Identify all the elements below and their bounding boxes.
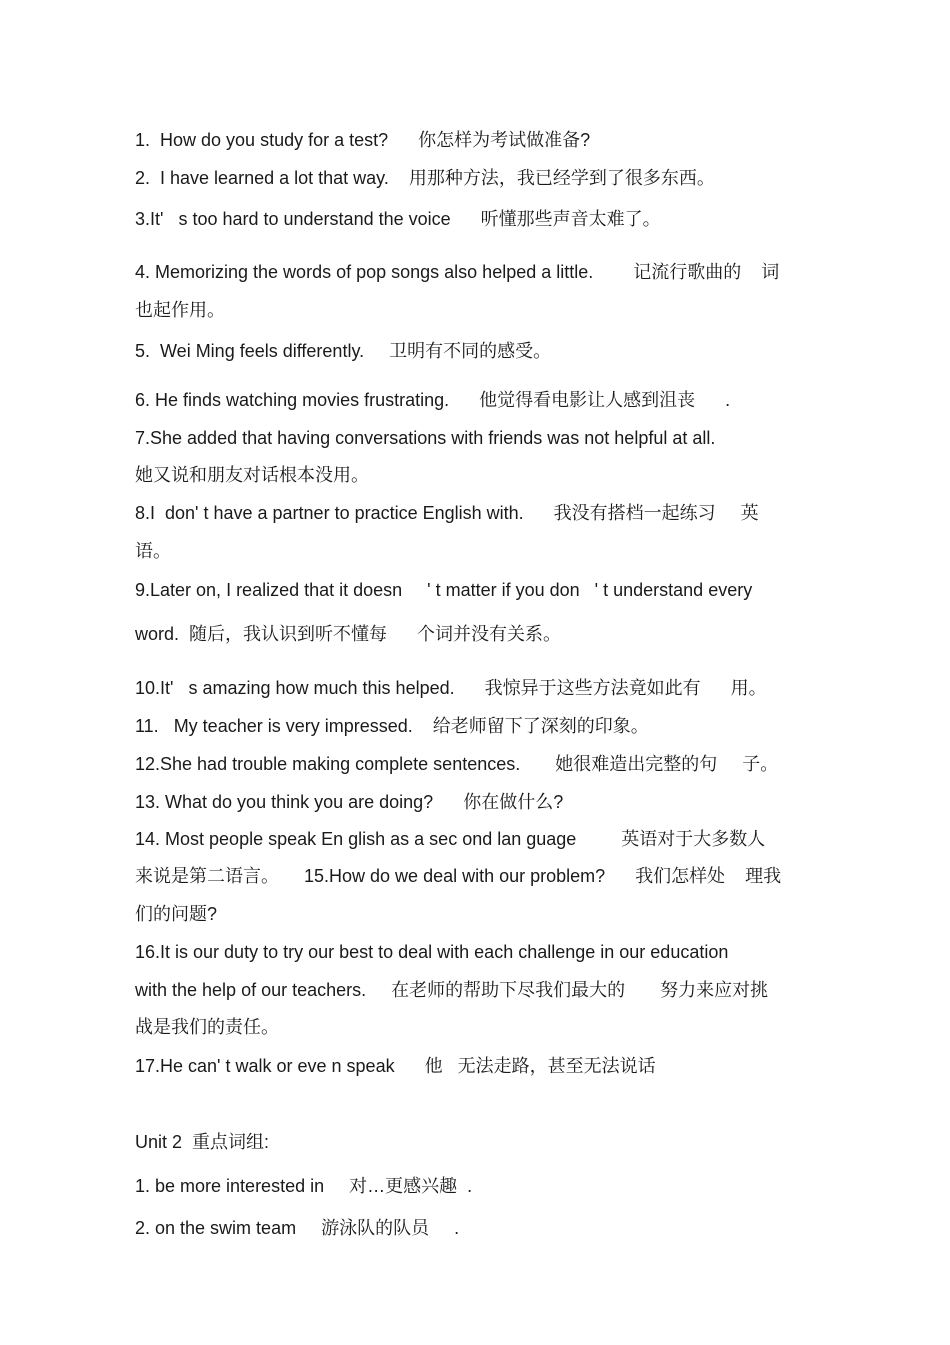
sentence-4-continued: 也起作用。 — [135, 300, 225, 320]
sentence-14-15: 来说是第二语言。 15.How do we deal with our problem? 我们怎样处 理我 — [135, 866, 782, 886]
sentence-5: 5. Wei Ming feels differently. 卫明有不同的感受。 — [135, 341, 552, 361]
sentence-8-continued: 语。 — [135, 541, 171, 561]
sentence-10: 10.It' s amazing how much this helped. 我惊异于这些方法竟如此有 用。 — [135, 678, 767, 698]
sentence-4: 4. Memorizing the words of pop songs also helped a little. 记流行歌曲的 词 — [135, 262, 780, 282]
sentence-13: 13. What do you think you are doing? 你在做什么? — [135, 792, 564, 812]
sentence-8: 8.I don' t have a partner to practice English with. 我没有搭档一起练习 英 — [135, 503, 759, 523]
sentence-12: 12.She had trouble making complete sentences. 她很难造出完整的句 子。 — [135, 754, 779, 774]
sentence-2: 2. I have learned a lot that way. 用那种方法，我已经学到了很多东西。 — [135, 168, 715, 188]
unit-2-heading: Unit 2 重点词组: — [135, 1132, 270, 1152]
phrase-1: 1. be more interested in 对…更感兴趣 . — [135, 1176, 473, 1196]
sentence-16: 16.It is our duty to try our best to deal with each challenge in our education — [135, 942, 729, 962]
sentence-7: 7.She added that having conversations with friends was not helpful at all. — [135, 428, 716, 448]
sentence-16-end: 战是我们的责任。 — [135, 1017, 279, 1037]
sentence-17: 17.He can' t walk or eve n speak 他 无法走路，甚至无法说话 — [135, 1056, 656, 1076]
sentence-3: 3.It' s too hard to understand the voice 听懂那些声音太难了。 — [135, 209, 661, 229]
sentence-15-continued: 们的问题? — [135, 904, 218, 924]
sentence-14: 14. Most people speak En glish as a sec ond lan guage 英语对于大多数人 — [135, 829, 766, 849]
sentence-9-continued: word. 随后，我认识到听不懂每 个词并没有关系。 — [135, 624, 562, 644]
sentence-9: 9.Later on, I realized that it doesn ' t matter if you don ' t understand every — [135, 580, 753, 600]
sentence-1: 1. How do you study for a test? 你怎样为考试做准备? — [135, 130, 591, 150]
sentence-16-continued: with the help of our teachers. 在老师的帮助下尽我们最大的 努力来应对挑 — [135, 980, 769, 1000]
phrase-2: 2. on the swim team 游泳队的队员 . — [135, 1218, 460, 1238]
sentence-7-translation: 她又说和朋友对话根本没用。 — [135, 465, 369, 485]
sentence-11: 11. My teacher is very impressed. 给老师留下了深刻的印象。 — [135, 716, 649, 736]
sentence-6: 6. He finds watching movies frustrating. 他觉得看电影让人感到沮丧 . — [135, 390, 731, 410]
